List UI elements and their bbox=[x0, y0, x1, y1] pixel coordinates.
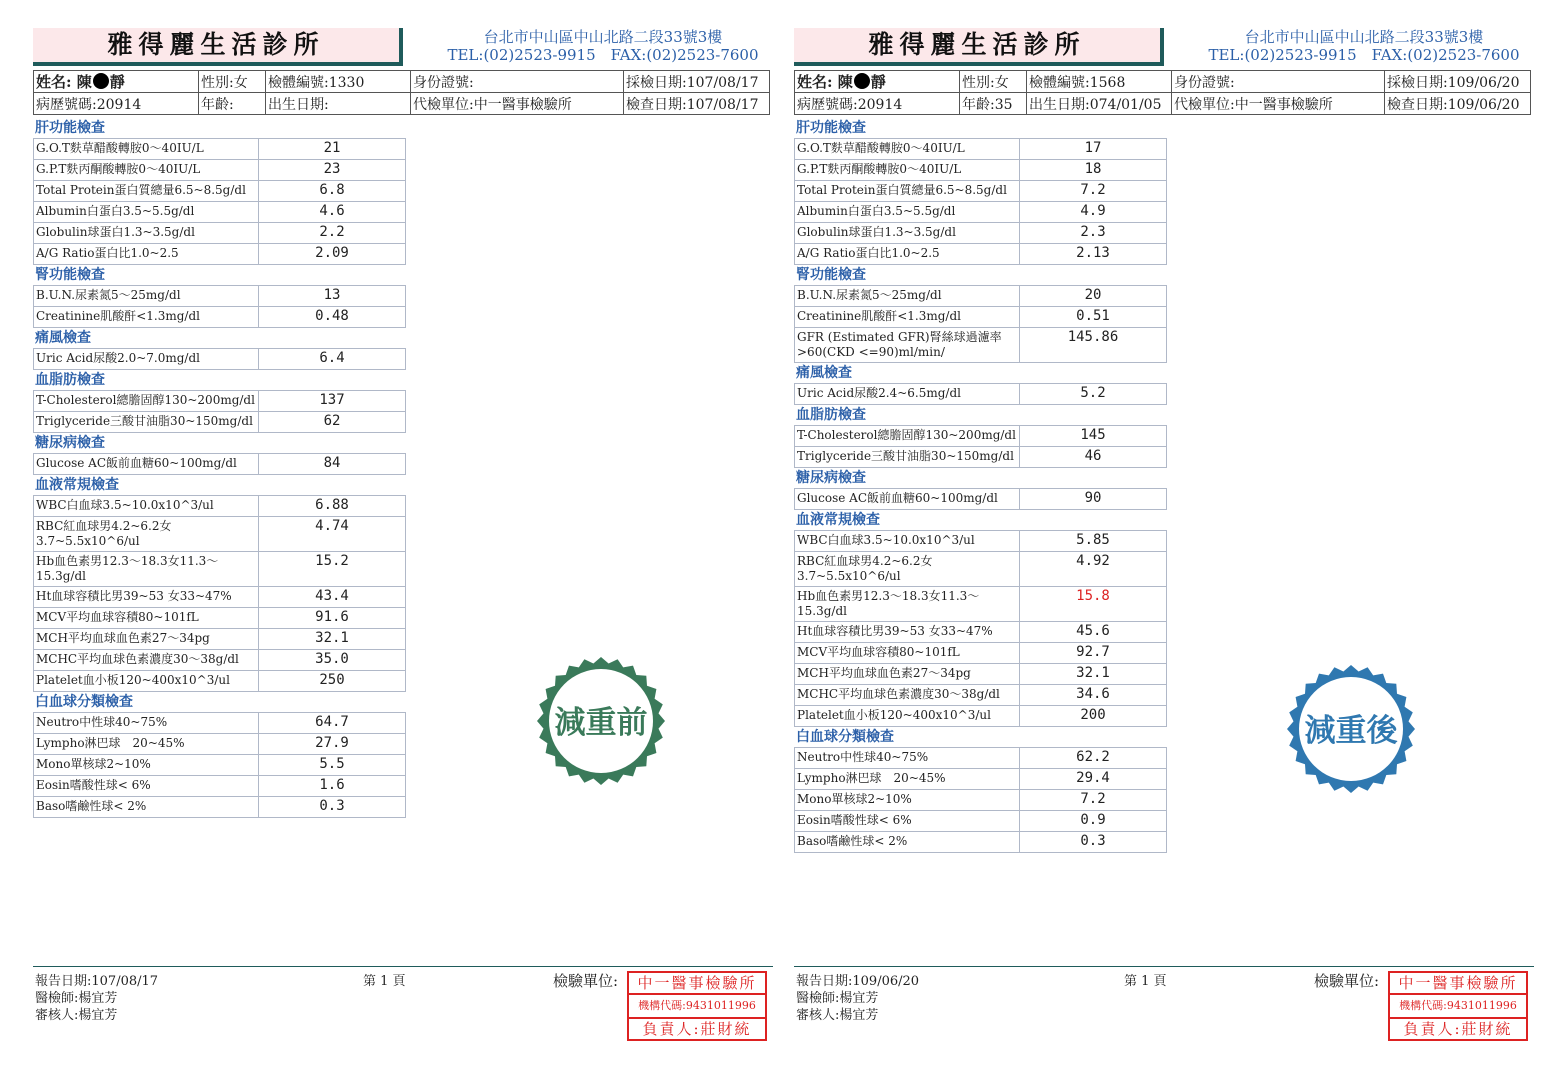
seal-name: 中一醫事檢驗所 bbox=[629, 973, 765, 995]
test-label: WBC白血球3.5~10.0x10^3/ul bbox=[795, 531, 1020, 551]
test-label: Mono單核球2~10% bbox=[795, 790, 1020, 810]
redaction-dot bbox=[854, 73, 870, 89]
result-row bbox=[794, 587, 1167, 622]
result-row bbox=[33, 348, 406, 370]
result-row bbox=[794, 530, 1167, 552]
test-label: RBC紅血球男4.2~6.2女3.7~5.5x10^6/ul bbox=[795, 552, 1020, 586]
test-label: Total Protein蛋白質總量6.5~8.5g/dl bbox=[34, 181, 259, 201]
result-row bbox=[33, 138, 406, 160]
test-label: Lympho淋巴球 20~45% bbox=[795, 769, 1020, 789]
test-label: Triglyceride三酸甘油脂30~150mg/dl bbox=[34, 412, 259, 432]
section-title: 腎功能檢查 bbox=[35, 267, 105, 283]
result-row bbox=[33, 517, 406, 552]
result-row bbox=[33, 453, 406, 475]
test-label: Hb血色素男12.3～18.3女11.3～15.3g/dl bbox=[795, 587, 1020, 621]
weight-stamp bbox=[536, 656, 666, 786]
result-row bbox=[794, 664, 1167, 685]
result-row bbox=[33, 671, 406, 692]
test-value: 90 bbox=[1084, 490, 1102, 506]
test-value: 0.51 bbox=[1076, 308, 1110, 324]
test-value: 5.2 bbox=[1080, 385, 1106, 401]
test-label: Neutro中性球40~75% bbox=[795, 748, 1020, 768]
result-row bbox=[33, 285, 406, 307]
test-label: Uric Acid尿酸2.4~6.5mg/dl bbox=[795, 384, 1020, 404]
test-value: 4.6 bbox=[319, 203, 345, 219]
result-row bbox=[794, 244, 1167, 265]
result-row bbox=[33, 712, 406, 734]
test-label: A/G Ratio蛋白比1.0~2.5 bbox=[34, 244, 259, 264]
test-value: 4.74 bbox=[315, 518, 349, 534]
clinic-address-block bbox=[433, 28, 773, 64]
patient-age: 年齡: bbox=[199, 93, 266, 115]
test-value: 4.92 bbox=[1076, 553, 1110, 569]
test-value: 29.4 bbox=[1076, 770, 1110, 786]
report-footer bbox=[794, 966, 1534, 1038]
test-value: 45.6 bbox=[1076, 623, 1110, 639]
test-value: 32.1 bbox=[315, 630, 349, 646]
seal-head: 負責人:莊財統 bbox=[642, 1020, 752, 1038]
patient-info-table bbox=[33, 70, 770, 115]
test-label: Baso嗜鹼性球< 2% bbox=[34, 797, 259, 817]
result-row bbox=[794, 425, 1167, 447]
test-value: 200 bbox=[1080, 707, 1106, 723]
section-title: 白血球分類檢查 bbox=[35, 694, 133, 710]
test-value: 1.6 bbox=[319, 777, 345, 793]
result-row bbox=[33, 629, 406, 650]
clinic-address-block bbox=[1194, 28, 1534, 64]
result-row bbox=[33, 552, 406, 587]
section-title: 血脂肪檢查 bbox=[796, 407, 866, 423]
result-row bbox=[794, 488, 1167, 510]
results-list bbox=[33, 118, 406, 818]
record-number: 病歷號碼:20914 bbox=[34, 93, 199, 115]
test-value: 2.13 bbox=[1076, 245, 1110, 261]
result-row bbox=[794, 328, 1167, 363]
unit-label: 檢驗單位: bbox=[1314, 972, 1380, 990]
clinic-contact: TEL:(02)2523-9915 FAX:(02)2523-7600 bbox=[447, 46, 759, 64]
test-label: Glucose AC飯前血糖60~100mg/dl bbox=[34, 454, 259, 474]
test-label: Uric Acid尿酸2.0~7.0mg/dl bbox=[34, 349, 259, 369]
test-label: Lympho淋巴球 20~45% bbox=[34, 734, 259, 754]
test-label: B.U.N.尿素氮5～25mg/dl bbox=[795, 286, 1020, 306]
test-label: Mono單核球2~10% bbox=[34, 755, 259, 775]
test-value: 0.48 bbox=[315, 308, 349, 324]
result-row bbox=[794, 202, 1167, 223]
test-label: A/G Ratio蛋白比1.0~2.5 bbox=[795, 244, 1020, 264]
test-label: Albumin白蛋白3.5~5.5g/dl bbox=[795, 202, 1020, 222]
test-label: MCV平均血球容積80~101fL bbox=[34, 608, 259, 628]
result-row bbox=[794, 622, 1167, 643]
test-value: 137 bbox=[319, 392, 345, 408]
test-label: Platelet血小板120~400x10^3/ul bbox=[34, 671, 259, 691]
clinic-address: 台北市中山區中山北路二段33號3樓 bbox=[1244, 28, 1484, 46]
birth-date: 出生日期:074/01/05 bbox=[1027, 93, 1172, 115]
test-value: 2.09 bbox=[315, 245, 349, 261]
section-title: 糖尿病檢查 bbox=[35, 435, 105, 451]
results-list bbox=[794, 118, 1167, 853]
test-value: 62.2 bbox=[1076, 749, 1110, 765]
birth-date: 出生日期: bbox=[266, 93, 411, 115]
test-label: Ht血球容積比男39~53 女33~47% bbox=[34, 587, 259, 607]
result-row bbox=[794, 685, 1167, 706]
test-value: 20 bbox=[1084, 287, 1102, 303]
test-label: Eosin嗜酸性球< 6% bbox=[34, 776, 259, 796]
test-label: Baso嗜鹼性球< 2% bbox=[795, 832, 1020, 852]
result-row bbox=[33, 797, 406, 818]
exam-date: 檢查日期:109/06/20 bbox=[1385, 93, 1531, 115]
test-value: 34.6 bbox=[1076, 686, 1110, 702]
seal-code: 機構代碼:9431011996 bbox=[1390, 995, 1526, 1019]
test-label: Triglyceride三酸甘油脂30~150mg/dl bbox=[795, 447, 1020, 467]
report-footer bbox=[33, 966, 773, 1038]
test-value: 6.4 bbox=[319, 350, 345, 366]
test-value: 15.8 bbox=[1076, 588, 1110, 604]
test-label: G.P.T麩丙酮酸轉胺0～40IU/L bbox=[795, 160, 1020, 180]
test-value: 6.8 bbox=[319, 182, 345, 198]
test-value: 13 bbox=[323, 287, 341, 303]
test-value: 91.6 bbox=[315, 609, 349, 625]
result-row bbox=[794, 643, 1167, 664]
test-label: MCH平均血球血色素27～34pg bbox=[795, 664, 1020, 684]
test-value: 6.88 bbox=[315, 497, 349, 513]
id-number: 身份證號: bbox=[1172, 71, 1385, 93]
result-row bbox=[33, 181, 406, 202]
result-row bbox=[794, 285, 1167, 307]
weight-stamp bbox=[1286, 664, 1416, 794]
seal-head: 負責人:莊財統 bbox=[1403, 1020, 1513, 1038]
test-label: Albumin白蛋白3.5~5.5g/dl bbox=[34, 202, 259, 222]
report-after bbox=[794, 0, 1534, 1080]
test-label: Eosin嗜酸性球< 6% bbox=[795, 811, 1020, 831]
sample-date: 採檢日期:107/08/17 bbox=[624, 71, 770, 93]
section-title: 肝功能檢查 bbox=[796, 120, 866, 136]
report-before bbox=[33, 0, 773, 1080]
test-label: G.O.T麩草醋酸轉胺0～40IU/L bbox=[34, 139, 259, 159]
test-value: 46 bbox=[1084, 448, 1102, 464]
result-row bbox=[33, 734, 406, 755]
result-row bbox=[33, 495, 406, 517]
page-number: 第 1 頁 bbox=[363, 974, 406, 989]
result-row bbox=[794, 811, 1167, 832]
test-value: 250 bbox=[319, 672, 345, 688]
result-row bbox=[33, 608, 406, 629]
result-row bbox=[794, 138, 1167, 160]
test-value: 15.2 bbox=[315, 553, 349, 569]
result-row bbox=[794, 307, 1167, 328]
test-value: 64.7 bbox=[315, 714, 349, 730]
test-value: 43.4 bbox=[315, 588, 349, 604]
reviewer: 審核人:楊宜芳 bbox=[796, 1008, 879, 1023]
result-row bbox=[33, 755, 406, 776]
test-value: 2.2 bbox=[319, 224, 345, 240]
test-value: 0.3 bbox=[1080, 833, 1106, 849]
result-row bbox=[794, 552, 1167, 587]
test-label: G.O.T麩草醋酸轉胺0～40IU/L bbox=[795, 139, 1020, 159]
result-row bbox=[794, 747, 1167, 769]
result-row bbox=[33, 160, 406, 181]
test-label: G.P.T麩丙酮酸轉胺0～40IU/L bbox=[34, 160, 259, 180]
section-title: 白血球分類檢查 bbox=[796, 729, 894, 745]
test-value: 2.3 bbox=[1080, 224, 1106, 240]
test-label: GFR (Estimated GFR)腎絲球過濾率>60(CKD <=90)ml/min/ bbox=[795, 328, 1020, 362]
test-value: 7.2 bbox=[1080, 182, 1106, 198]
test-value: 35.0 bbox=[315, 651, 349, 667]
specimen-number: 檢體編號:1330 bbox=[266, 71, 411, 93]
test-label: Creatinine肌酸酐<1.3mg/dl bbox=[34, 307, 259, 327]
test-label: MCHC平均血球色素濃度30～38g/dl bbox=[795, 685, 1020, 705]
result-row bbox=[794, 769, 1167, 790]
result-row bbox=[794, 790, 1167, 811]
result-row bbox=[33, 776, 406, 797]
clinic-name: 雅得麗生活診所 bbox=[107, 30, 325, 59]
test-value: 21 bbox=[323, 140, 341, 156]
result-row bbox=[794, 447, 1167, 468]
technician: 醫檢師:楊宜芳 bbox=[796, 991, 879, 1006]
test-value: 32.1 bbox=[1076, 665, 1110, 681]
stamp-text: 減重前 bbox=[554, 705, 648, 741]
seal-code: 機構代碼:9431011996 bbox=[629, 995, 765, 1019]
clinic-banner bbox=[33, 28, 403, 66]
patient-name: 姓名: 陳 靜 bbox=[795, 71, 960, 93]
lab-unit: 代檢單位:中一醫事檢驗所 bbox=[411, 93, 624, 115]
test-label: MCHC平均血球色素濃度30～38g/dl bbox=[34, 650, 259, 670]
patient-sex: 性別:女 bbox=[960, 71, 1027, 93]
record-number: 病歷號碼:20914 bbox=[795, 93, 960, 115]
test-value: 18 bbox=[1084, 161, 1102, 177]
test-value: 7.2 bbox=[1080, 791, 1106, 807]
patient-info-table bbox=[794, 70, 1531, 115]
test-label: Ht血球容積比男39~53 女33~47% bbox=[795, 622, 1020, 642]
test-value: 23 bbox=[323, 161, 341, 177]
test-label: WBC白血球3.5~10.0x10^3/ul bbox=[34, 496, 259, 516]
section-title: 痛風檢查 bbox=[796, 365, 852, 381]
test-label: Glucose AC飯前血糖60~100mg/dl bbox=[795, 489, 1020, 509]
test-value: 17 bbox=[1084, 140, 1102, 156]
test-label: Platelet血小板120~400x10^3/ul bbox=[795, 706, 1020, 726]
report-date: 報告日期:107/08/17 bbox=[35, 974, 159, 989]
test-label: Globulin球蛋白1.3~3.5g/dl bbox=[34, 223, 259, 243]
test-label: MCH平均血球血色素27～34pg bbox=[34, 629, 259, 649]
test-label: Creatinine肌酸酐<1.3mg/dl bbox=[795, 307, 1020, 327]
result-row bbox=[794, 160, 1167, 181]
result-row bbox=[33, 587, 406, 608]
result-row bbox=[794, 832, 1167, 853]
test-value: 92.7 bbox=[1076, 644, 1110, 660]
test-label: B.U.N.尿素氮5～25mg/dl bbox=[34, 286, 259, 306]
test-label: T-Cholesterol總膽固醇130~200mg/dl bbox=[34, 391, 259, 411]
section-title: 糖尿病檢查 bbox=[796, 470, 866, 486]
redaction-dot bbox=[93, 73, 109, 89]
test-value: 145.86 bbox=[1067, 329, 1119, 345]
clinic-banner bbox=[794, 28, 1164, 66]
result-row bbox=[794, 181, 1167, 202]
seal-name: 中一醫事檢驗所 bbox=[1390, 973, 1526, 995]
result-row bbox=[33, 412, 406, 433]
clinic-contact: TEL:(02)2523-9915 FAX:(02)2523-7600 bbox=[1208, 46, 1520, 64]
result-row bbox=[33, 390, 406, 412]
patient-sex: 性別:女 bbox=[199, 71, 266, 93]
test-value: 0.3 bbox=[319, 798, 345, 814]
test-value: 5.5 bbox=[319, 756, 345, 772]
report-date: 報告日期:109/06/20 bbox=[796, 974, 920, 989]
section-title: 腎功能檢查 bbox=[796, 267, 866, 283]
test-value: 62 bbox=[323, 413, 341, 429]
section-title: 血脂肪檢查 bbox=[35, 372, 105, 388]
result-row bbox=[794, 706, 1167, 727]
lab-unit: 代檢單位:中一醫事檢驗所 bbox=[1172, 93, 1385, 115]
patient-name: 姓名: 陳 靜 bbox=[34, 71, 199, 93]
result-row bbox=[794, 223, 1167, 244]
page-number: 第 1 頁 bbox=[1124, 974, 1167, 989]
test-label: T-Cholesterol總膽固醇130~200mg/dl bbox=[795, 426, 1020, 446]
sample-date: 採檢日期:109/06/20 bbox=[1385, 71, 1531, 93]
reviewer: 審核人:楊宜芳 bbox=[35, 1008, 118, 1023]
exam-date: 檢查日期:107/08/17 bbox=[624, 93, 770, 115]
test-label: Hb血色素男12.3～18.3女11.3～15.3g/dl bbox=[34, 552, 259, 586]
clinic-name: 雅得麗生活診所 bbox=[868, 30, 1086, 59]
test-value: 0.9 bbox=[1080, 812, 1106, 828]
lab-seal bbox=[627, 971, 767, 1041]
result-row bbox=[33, 650, 406, 671]
result-row bbox=[33, 223, 406, 244]
technician: 醫檢師:楊宜芳 bbox=[35, 991, 118, 1006]
patient-age: 年齡:35 bbox=[960, 93, 1027, 115]
test-value: 4.9 bbox=[1080, 203, 1106, 219]
test-value: 145 bbox=[1080, 427, 1106, 443]
test-value: 27.9 bbox=[315, 735, 349, 751]
test-value: 5.85 bbox=[1076, 532, 1110, 548]
section-title: 血液常規檢查 bbox=[35, 477, 119, 493]
stamp-text: 減重後 bbox=[1304, 713, 1398, 749]
test-label: Globulin球蛋白1.3~3.5g/dl bbox=[795, 223, 1020, 243]
test-label: RBC紅血球男4.2~6.2女3.7~5.5x10^6/ul bbox=[34, 517, 259, 551]
unit-label: 檢驗單位: bbox=[553, 972, 619, 990]
clinic-address: 台北市中山區中山北路二段33號3樓 bbox=[483, 28, 723, 46]
test-label: MCV平均血球容積80~101fL bbox=[795, 643, 1020, 663]
result-row bbox=[33, 307, 406, 328]
test-value: 84 bbox=[323, 455, 341, 471]
section-title: 痛風檢查 bbox=[35, 330, 91, 346]
id-number: 身份證號: bbox=[411, 71, 624, 93]
section-title: 肝功能檢查 bbox=[35, 120, 105, 136]
result-row bbox=[794, 383, 1167, 405]
test-label: Total Protein蛋白質總量6.5~8.5g/dl bbox=[795, 181, 1020, 201]
lab-seal bbox=[1388, 971, 1528, 1041]
result-row bbox=[33, 244, 406, 265]
test-label: Neutro中性球40~75% bbox=[34, 713, 259, 733]
section-title: 血液常規檢查 bbox=[796, 512, 880, 528]
specimen-number: 檢體編號:1568 bbox=[1027, 71, 1172, 93]
result-row bbox=[33, 202, 406, 223]
